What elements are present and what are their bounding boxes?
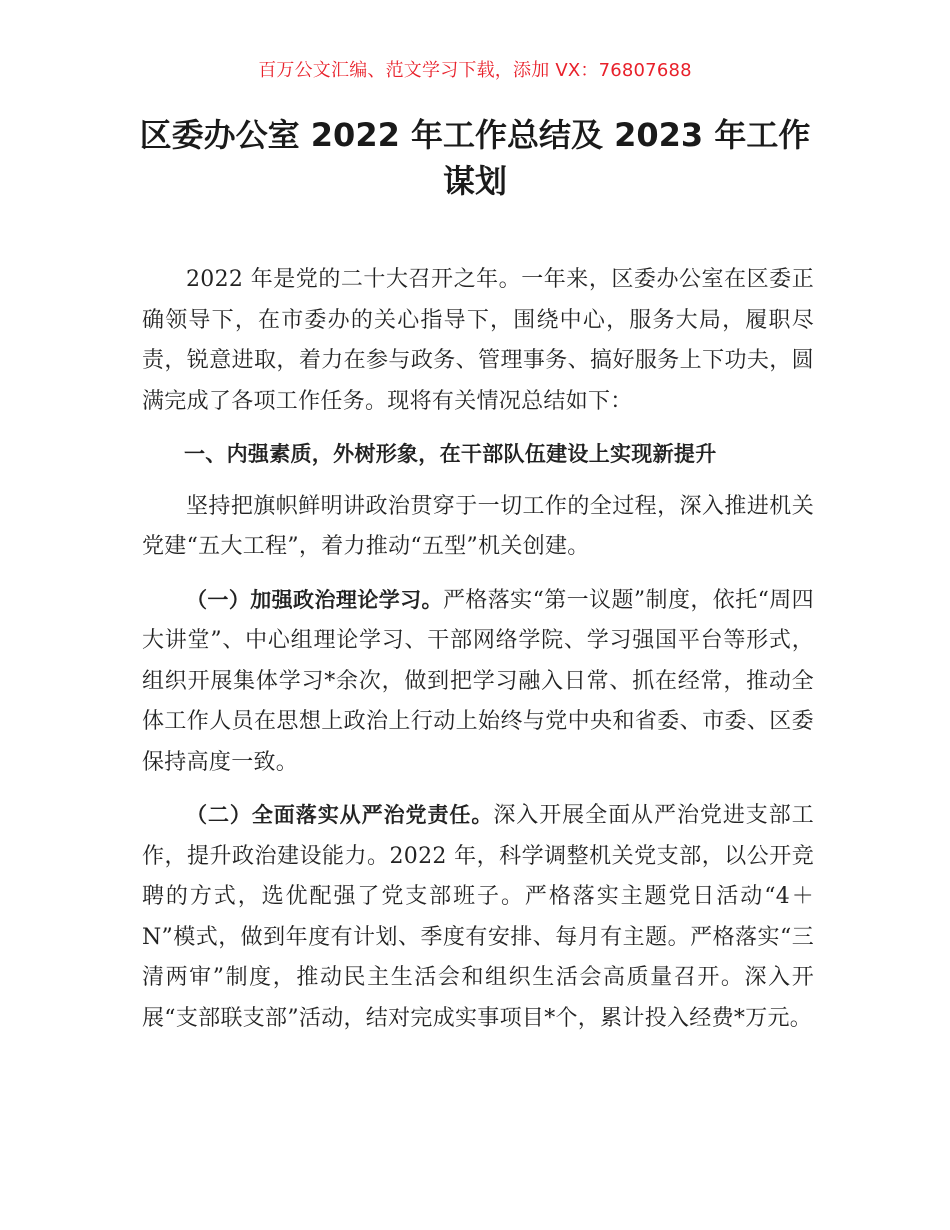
item-2-lead: （二）全面落实从严治党责任。	[186, 803, 494, 827]
document-body	[142, 260, 814, 1051]
section-1-heading: 一、内强素质，外树形象，在干部队伍建设上实现新提升	[184, 442, 717, 466]
item-1-text: 严格落实“第一议题”制度，依托“周四大讲堂”、中心组理论学习、干部网络学院、学习强国平台等形式，组织开展集体学习*余次，做到把学习融入日常、抓在经常，推动全体工作人员在思想上政治上行动上始终与党中央和省委、市委、区委保持高度一致。	[142, 587, 814, 775]
header-promo-note: 百万公文汇编、范文学习下载，添加 VX：76807688	[258, 60, 692, 81]
item-1-paragraph	[142, 580, 814, 784]
document-title: 区委办公室 2022 年工作总结及 2023 年工作谋划	[139, 116, 811, 200]
intro-paragraph: 2022 年是党的二十大召开之年。一年来，区委办公室在区委正确领导下，在市委办的关心指导下，围绕中心，服务大局，履职尽责，锐意进取，着力在参与政务、管理事务、搞好服务上下功夫，圆满完成了各项工作任务。现将有关情况总结如下：	[142, 267, 814, 414]
item-2-text: 深入开展全面从严治党进支部工作，提升政治建设能力。2022 年，科学调整机关党支部，以公开竞聘的方式，选优配强了党支部班子。严格落实主题党日活动“4＋N”模式，做到年度有计划、季度有安排、每月有主题。严格落实“三清两审”制度，推动民主生活会和组织生活会高质量召开。深入开展“支部联支部”活动，结对完成实事项目*个，累计投入经费*万元。	[142, 803, 815, 1031]
item-2-paragraph	[142, 795, 814, 1039]
item-1-lead: （一）加强政治理论学习。	[186, 587, 443, 612]
section-1-intro-paragraph: 坚持把旗帜鲜明讲政治贯穿于一切工作的全过程，深入推进机关党建“五大工程”，着力推动“五型”机关创建。	[142, 493, 814, 559]
